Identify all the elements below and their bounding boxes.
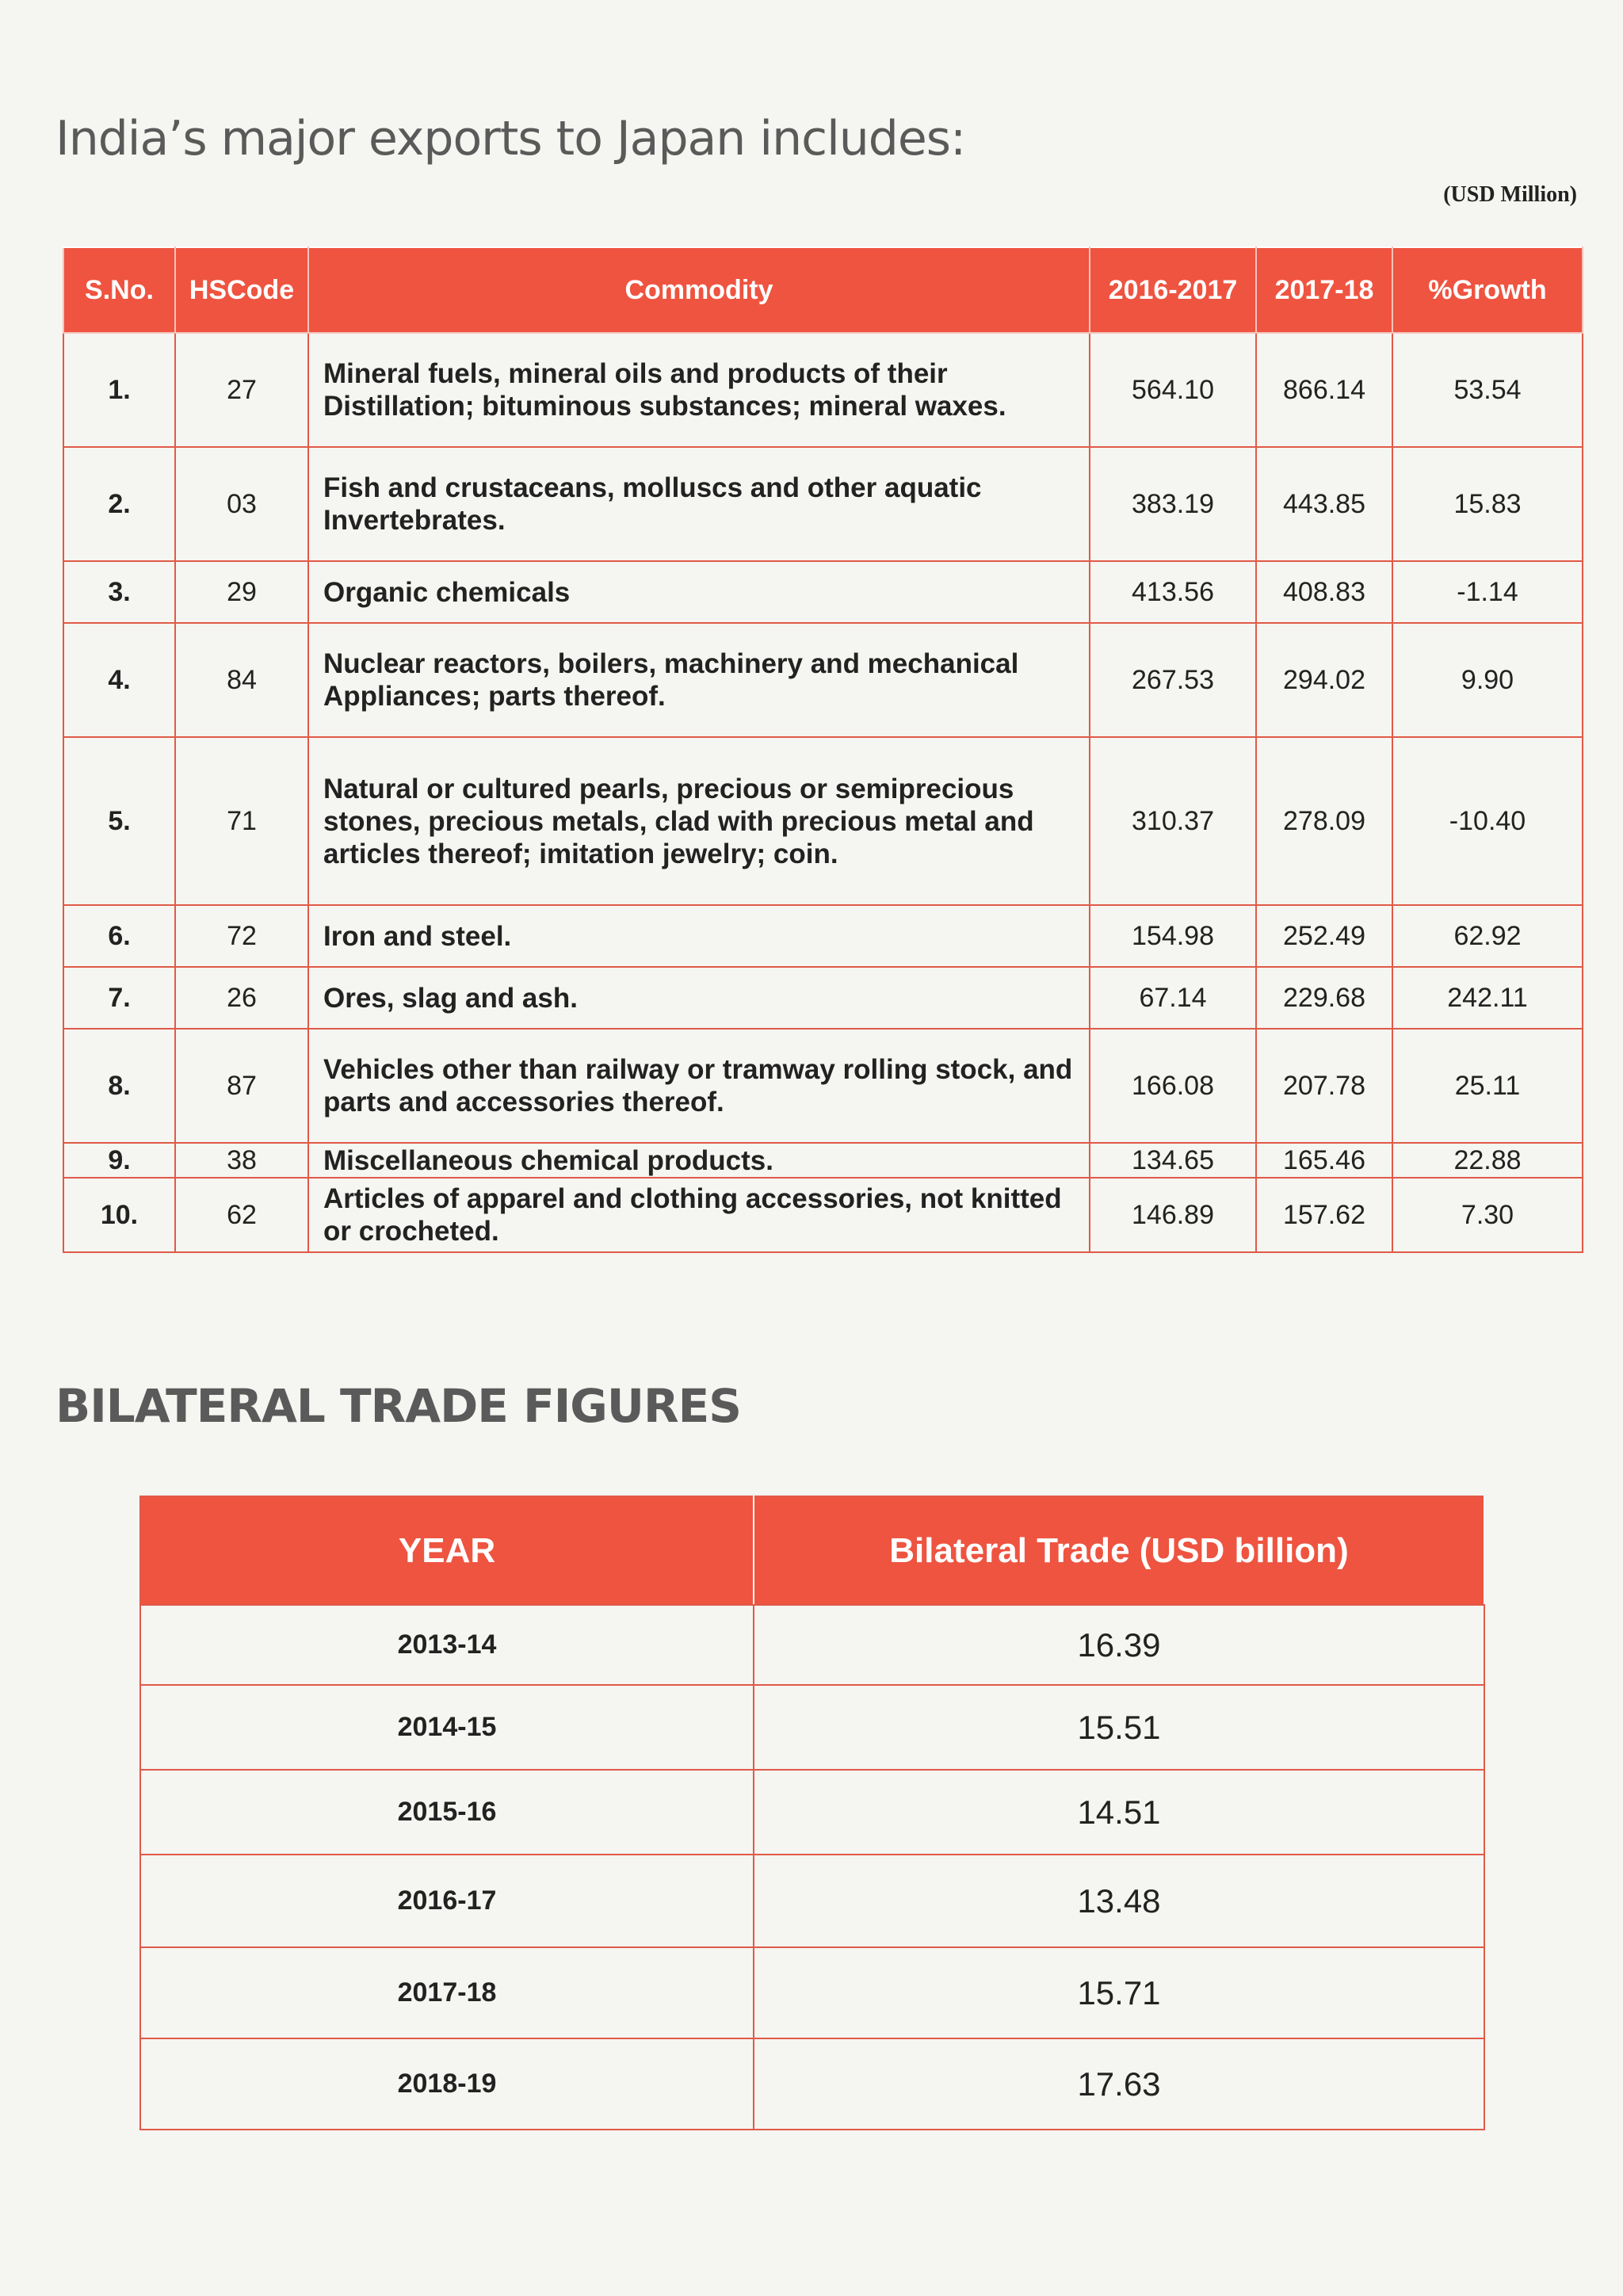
sno-cell: 1. <box>63 333 175 447</box>
value-2017-cell: 165.46 <box>1256 1143 1392 1178</box>
commodity-cell: Organic chemicals <box>308 561 1090 623</box>
growth-cell: 62.92 <box>1392 905 1583 967</box>
section-title: BILATERAL TRADE FIGURES <box>55 1379 742 1433</box>
value-2017-cell: 278.09 <box>1256 737 1392 905</box>
table-row <box>63 967 1583 1029</box>
table-row <box>140 1685 1484 1770</box>
value-2017-cell: 229.68 <box>1256 967 1392 1029</box>
trade-value-cell: 15.51 <box>754 1685 1484 1770</box>
exports-header-row <box>63 247 1583 333</box>
trade-header-row <box>140 1496 1484 1605</box>
header-commodity: Commodity <box>308 247 1090 333</box>
trade-value-cell: 16.39 <box>754 1605 1484 1685</box>
table-row <box>63 737 1583 905</box>
table-row <box>63 447 1583 561</box>
table-row <box>63 905 1583 967</box>
header-sno: S.No. <box>63 247 175 333</box>
table-row <box>63 333 1583 447</box>
hscode-cell: 62 <box>175 1178 308 1252</box>
trade-value-cell: 17.63 <box>754 2038 1484 2130</box>
value-2016-cell: 166.08 <box>1090 1029 1256 1143</box>
table-row <box>63 1143 1583 1178</box>
sno-cell: 3. <box>63 561 175 623</box>
growth-cell: -10.40 <box>1392 737 1583 905</box>
value-2017-cell: 157.62 <box>1256 1178 1392 1252</box>
table-row <box>63 561 1583 623</box>
page-title: India’s major exports to Japan includes: <box>55 111 966 166</box>
sno-cell: 4. <box>63 623 175 737</box>
header-year: YEAR <box>140 1496 754 1605</box>
sno-cell: 8. <box>63 1029 175 1143</box>
commodity-cell: Articles of apparel and clothing accessories, not knitted or crocheted. <box>308 1178 1090 1252</box>
table-row <box>140 1947 1484 2038</box>
hscode-cell: 87 <box>175 1029 308 1143</box>
commodity-cell: Mineral fuels, mineral oils and products of their Distillation; bituminous substances; mineral waxes. <box>308 333 1090 447</box>
value-2016-cell: 154.98 <box>1090 905 1256 967</box>
header-growth: %Growth <box>1392 247 1583 333</box>
hscode-cell: 29 <box>175 561 308 623</box>
hscode-cell: 84 <box>175 623 308 737</box>
value-2016-cell: 146.89 <box>1090 1178 1256 1252</box>
commodity-cell: Iron and steel. <box>308 905 1090 967</box>
value-2017-cell: 866.14 <box>1256 333 1392 447</box>
header-2016-2017: 2016-2017 <box>1090 247 1256 333</box>
sno-cell: 2. <box>63 447 175 561</box>
value-2016-cell: 383.19 <box>1090 447 1256 561</box>
sno-cell: 5. <box>63 737 175 905</box>
commodity-cell: Fish and crustaceans, molluscs and other aquatic Invertebrates. <box>308 447 1090 561</box>
year-cell: 2014-15 <box>140 1685 754 1770</box>
sno-cell: 9. <box>63 1143 175 1178</box>
sno-cell: 6. <box>63 905 175 967</box>
hscode-cell: 38 <box>175 1143 308 1178</box>
sno-cell: 10. <box>63 1178 175 1252</box>
trade-value-cell: 15.71 <box>754 1947 1484 2038</box>
header-2017-18: 2017-18 <box>1256 247 1392 333</box>
growth-cell: 242.11 <box>1392 967 1583 1029</box>
bilateral-trade-table <box>139 1496 1485 2130</box>
table-row <box>140 2038 1484 2130</box>
value-2016-cell: 310.37 <box>1090 737 1256 905</box>
hscode-cell: 03 <box>175 447 308 561</box>
hscode-cell: 27 <box>175 333 308 447</box>
value-2017-cell: 294.02 <box>1256 623 1392 737</box>
year-cell: 2015-16 <box>140 1770 754 1855</box>
commodity-cell: Nuclear reactors, boilers, machinery and mechanical Appliances; parts thereof. <box>308 623 1090 737</box>
growth-cell: 7.30 <box>1392 1178 1583 1252</box>
unit-label: (USD Million) <box>1443 182 1577 207</box>
growth-cell: 9.90 <box>1392 623 1583 737</box>
trade-value-cell: 13.48 <box>754 1855 1484 1947</box>
table-row <box>63 1029 1583 1143</box>
value-2017-cell: 252.49 <box>1256 905 1392 967</box>
table-row <box>140 1770 1484 1855</box>
value-2017-cell: 207.78 <box>1256 1029 1392 1143</box>
commodity-cell: Ores, slag and ash. <box>308 967 1090 1029</box>
hscode-cell: 72 <box>175 905 308 967</box>
growth-cell: 25.11 <box>1392 1029 1583 1143</box>
hscode-cell: 26 <box>175 967 308 1029</box>
growth-cell: 22.88 <box>1392 1143 1583 1178</box>
growth-cell: 15.83 <box>1392 447 1583 561</box>
year-cell: 2018-19 <box>140 2038 754 2130</box>
table-row <box>140 1855 1484 1947</box>
year-cell: 2013-14 <box>140 1605 754 1685</box>
header-bilateral-trade: Bilateral Trade (USD billion) <box>754 1496 1484 1605</box>
value-2016-cell: 267.53 <box>1090 623 1256 737</box>
commodity-cell: Vehicles other than railway or tramway rolling stock, and parts and accessories thereof. <box>308 1029 1090 1143</box>
table-row <box>140 1605 1484 1685</box>
growth-cell: 53.54 <box>1392 333 1583 447</box>
sno-cell: 7. <box>63 967 175 1029</box>
value-2016-cell: 413.56 <box>1090 561 1256 623</box>
value-2016-cell: 67.14 <box>1090 967 1256 1029</box>
table-row <box>63 1178 1583 1252</box>
header-hscode: HSCode <box>175 247 308 333</box>
table-row <box>63 623 1583 737</box>
exports-table <box>63 246 1583 1253</box>
commodity-cell: Natural or cultured pearls, precious or semiprecious stones, precious metals, clad with precious metal and articles thereof; imitation jewelry; coin. <box>308 737 1090 905</box>
year-cell: 2016-17 <box>140 1855 754 1947</box>
year-cell: 2017-18 <box>140 1947 754 2038</box>
trade-value-cell: 14.51 <box>754 1770 1484 1855</box>
hscode-cell: 71 <box>175 737 308 905</box>
growth-cell: -1.14 <box>1392 561 1583 623</box>
value-2017-cell: 443.85 <box>1256 447 1392 561</box>
value-2017-cell: 408.83 <box>1256 561 1392 623</box>
commodity-cell: Miscellaneous chemical products. <box>308 1143 1090 1178</box>
value-2016-cell: 564.10 <box>1090 333 1256 447</box>
value-2016-cell: 134.65 <box>1090 1143 1256 1178</box>
